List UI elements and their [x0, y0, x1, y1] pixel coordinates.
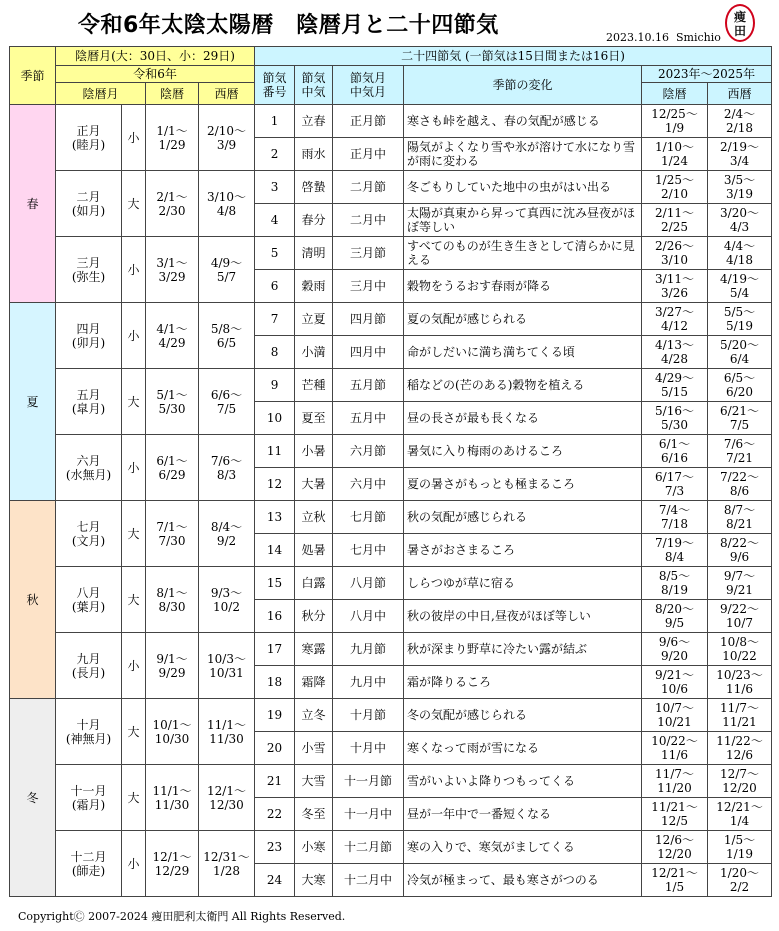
sekki-western-cell: 10/8～ 10/22	[708, 633, 772, 666]
sekki-month-cell: 四月節	[333, 303, 404, 336]
table-row	[10, 435, 772, 468]
sekki-number-cell: 7	[255, 303, 295, 336]
sekki-change-cell: 冬の気配が感じられる	[404, 699, 642, 732]
season-cell: 夏	[10, 303, 56, 501]
sekki-name-cell: 啓蟄	[295, 171, 333, 204]
month-size-cell: 大	[122, 699, 146, 765]
month-lunar-cell: 2/1～ 2/30	[146, 171, 199, 237]
sekki-western-cell: 7/22～ 8/6	[708, 468, 772, 501]
month-name-cell: 八月 (葉月)	[56, 567, 122, 633]
sekki-lunar-cell: 9/21～ 10/6	[642, 666, 708, 699]
sekki-change-cell: 雪がいよいよ降りつもってくる	[404, 765, 642, 798]
sekki-lunar-cell: 8/20～ 9/5	[642, 600, 708, 633]
season-cell: 春	[10, 105, 56, 303]
season-cell: 冬	[10, 699, 56, 897]
sekki-month-cell: 十一月節	[333, 765, 404, 798]
sekki-lunar-cell: 10/7～ 10/21	[642, 699, 708, 732]
sekki-number-cell: 21	[255, 765, 295, 798]
sekki-western-cell: 2/4～ 2/18	[708, 105, 772, 138]
month-lunar-cell: 9/1～ 9/29	[146, 633, 199, 699]
sekki-western-cell: 12/7～ 12/20	[708, 765, 772, 798]
sekki-lunar-cell: 4/29～ 5/15	[642, 369, 708, 402]
table-row	[10, 237, 772, 270]
sekki-number-cell: 23	[255, 831, 295, 864]
header-range-western: 西暦	[708, 83, 772, 105]
sekki-month-cell: 四月中	[333, 336, 404, 369]
sekki-lunar-cell: 6/17～ 7/3	[642, 468, 708, 501]
seal-char: 田	[733, 24, 746, 38]
month-size-cell: 大	[122, 501, 146, 567]
sekki-western-cell: 8/7～ 8/21	[708, 501, 772, 534]
month-name-cell: 十二月 (師走)	[56, 831, 122, 897]
sekki-western-cell: 6/5～ 6/20	[708, 369, 772, 402]
month-size-cell: 小	[122, 237, 146, 303]
month-size-cell: 大	[122, 369, 146, 435]
sekki-name-cell: 小暑	[295, 435, 333, 468]
month-lunar-cell: 12/1～ 12/29	[146, 831, 199, 897]
calendar-table	[9, 46, 772, 897]
date-label: 2023.10.16	[606, 31, 669, 44]
month-western-cell: 5/8～ 6/5	[199, 303, 255, 369]
sekki-western-cell: 5/20～ 6/4	[708, 336, 772, 369]
date-author	[606, 31, 721, 44]
sekki-western-cell: 2/19～ 3/4	[708, 138, 772, 171]
sekki-name-cell: 小満	[295, 336, 333, 369]
sekki-month-cell: 十二月中	[333, 864, 404, 897]
sekki-name-cell: 清明	[295, 237, 333, 270]
sekki-change-cell: 夏の暑さがもっとも極まるころ	[404, 468, 642, 501]
month-name-cell: 正月 (睦月)	[56, 105, 122, 171]
month-lunar-cell: 7/1～ 7/30	[146, 501, 199, 567]
month-lunar-cell: 4/1～ 4/29	[146, 303, 199, 369]
sekki-month-cell: 九月節	[333, 633, 404, 666]
header-sekki-group: 二十四節気 (一節気は15日間または16日)	[255, 47, 772, 66]
sekki-change-cell: 秋が深まり野草に冷たい露が結ぶ	[404, 633, 642, 666]
header-change: 季節の変化	[404, 66, 642, 105]
sekki-month-cell: 十一月中	[333, 798, 404, 831]
sekki-month-cell: 五月中	[333, 402, 404, 435]
header-sekki-number: 節気 番号	[255, 66, 295, 105]
sekki-name-cell: 寒露	[295, 633, 333, 666]
sekki-number-cell: 22	[255, 798, 295, 831]
sekki-month-cell: 二月節	[333, 171, 404, 204]
sekki-number-cell: 4	[255, 204, 295, 237]
sekki-name-cell: 大暑	[295, 468, 333, 501]
sekki-month-cell: 五月節	[333, 369, 404, 402]
month-name-cell: 七月 (文月)	[56, 501, 122, 567]
sekki-western-cell: 4/4～ 4/18	[708, 237, 772, 270]
sekki-number-cell: 10	[255, 402, 295, 435]
sekki-western-cell: 9/22～ 10/7	[708, 600, 772, 633]
sekki-change-cell: 秋の彼岸の中日,昼夜がほぼ等しい	[404, 600, 642, 633]
table-row	[10, 171, 772, 204]
month-size-cell: 大	[122, 765, 146, 831]
seal-stamp	[725, 4, 755, 42]
sekki-month-cell: 三月節	[333, 237, 404, 270]
month-lunar-cell: 8/1～ 8/30	[146, 567, 199, 633]
sekki-name-cell: 霜降	[295, 666, 333, 699]
sekki-number-cell: 16	[255, 600, 295, 633]
sekki-western-cell: 3/20～ 4/3	[708, 204, 772, 237]
sekki-western-cell: 8/22～ 9/6	[708, 534, 772, 567]
sekki-number-cell: 1	[255, 105, 295, 138]
month-western-cell: 7/6～ 8/3	[199, 435, 255, 501]
sekki-western-cell: 7/6～ 7/21	[708, 435, 772, 468]
table-row	[10, 567, 772, 600]
sekki-month-cell: 十月節	[333, 699, 404, 732]
sekki-month-cell: 十月中	[333, 732, 404, 765]
month-western-cell: 2/10～ 3/9	[199, 105, 255, 171]
table-row	[10, 369, 772, 402]
seal-char: 痩	[733, 10, 746, 24]
month-size-cell: 大	[122, 567, 146, 633]
month-size-cell: 大	[122, 171, 146, 237]
header-sekki-chuki: 節気 中気	[295, 66, 333, 105]
sekki-name-cell: 夏至	[295, 402, 333, 435]
sekki-change-cell: 暑気に入り梅雨のあけるころ	[404, 435, 642, 468]
sekki-name-cell: 立冬	[295, 699, 333, 732]
sekki-month-cell: 三月中	[333, 270, 404, 303]
month-lunar-cell: 6/1～ 6/29	[146, 435, 199, 501]
sekki-name-cell: 小寒	[295, 831, 333, 864]
table-row	[10, 633, 772, 666]
sekki-lunar-cell: 2/26～ 3/10	[642, 237, 708, 270]
month-name-cell: 五月 (皐月)	[56, 369, 122, 435]
sekki-change-cell: 冷気が極まって、最も寒さがつのる	[404, 864, 642, 897]
header-range-lunar: 陰暦	[642, 83, 708, 105]
sekki-lunar-cell: 7/4～ 7/18	[642, 501, 708, 534]
sekki-lunar-cell: 12/21～ 1/5	[642, 864, 708, 897]
sekki-lunar-cell: 12/6～ 12/20	[642, 831, 708, 864]
sekki-name-cell: 小雪	[295, 732, 333, 765]
sekki-lunar-cell: 11/7～ 11/20	[642, 765, 708, 798]
sekki-western-cell: 9/7～ 9/21	[708, 567, 772, 600]
month-western-cell: 3/10～ 4/8	[199, 171, 255, 237]
month-name-cell: 十一月 (霜月)	[56, 765, 122, 831]
sekki-month-cell: 六月中	[333, 468, 404, 501]
sekki-name-cell: 冬至	[295, 798, 333, 831]
month-size-cell: 小	[122, 831, 146, 897]
sekki-number-cell: 5	[255, 237, 295, 270]
table-row	[10, 831, 772, 864]
sekki-number-cell: 17	[255, 633, 295, 666]
sekki-name-cell: 春分	[295, 204, 333, 237]
month-western-cell: 12/1～ 12/30	[199, 765, 255, 831]
month-western-cell: 11/1～ 11/30	[199, 699, 255, 765]
sekki-change-cell: 太陽が真東から昇って真西に沈み昼夜がほぼ等しい	[404, 204, 642, 237]
sekki-lunar-cell: 1/25～ 2/10	[642, 171, 708, 204]
month-western-cell: 12/31～ 1/28	[199, 831, 255, 897]
sekki-lunar-cell: 3/11～ 3/26	[642, 270, 708, 303]
sekki-name-cell: 立秋	[295, 501, 333, 534]
sekki-name-cell: 立春	[295, 105, 333, 138]
table-row	[10, 501, 772, 534]
month-name-cell: 九月 (長月)	[56, 633, 122, 699]
sekki-western-cell: 1/20～ 2/2	[708, 864, 772, 897]
header-reiwa6: 令和6年	[56, 66, 255, 83]
sekki-change-cell: 命がしだいに満ち満ちてくる頃	[404, 336, 642, 369]
month-name-cell: 三月 (弥生)	[56, 237, 122, 303]
header-season: 季節	[10, 47, 56, 105]
season-cell: 秋	[10, 501, 56, 699]
sekki-western-cell: 11/22～ 12/6	[708, 732, 772, 765]
sekki-lunar-cell: 3/27～ 4/12	[642, 303, 708, 336]
sekki-month-cell: 七月節	[333, 501, 404, 534]
author-label: Smichio	[675, 31, 721, 44]
table-row	[10, 303, 772, 336]
sekki-number-cell: 12	[255, 468, 295, 501]
table-row	[10, 699, 772, 732]
sekki-number-cell: 18	[255, 666, 295, 699]
sekki-number-cell: 20	[255, 732, 295, 765]
month-size-cell: 小	[122, 435, 146, 501]
sekki-name-cell: 大雪	[295, 765, 333, 798]
month-size-cell: 小	[122, 105, 146, 171]
sekki-change-cell: 寒くなって雨が雪になる	[404, 732, 642, 765]
sekki-change-cell: 寒の入りで、寒気がましてくる	[404, 831, 642, 864]
month-lunar-cell: 5/1～ 5/30	[146, 369, 199, 435]
sekki-month-cell: 正月節	[333, 105, 404, 138]
sekki-number-cell: 9	[255, 369, 295, 402]
sekki-lunar-cell: 8/5～ 8/19	[642, 567, 708, 600]
sekki-change-cell: 霜が降りるころ	[404, 666, 642, 699]
sekki-lunar-cell: 10/22～ 11/6	[642, 732, 708, 765]
sekki-western-cell: 5/5～ 5/19	[708, 303, 772, 336]
sekki-name-cell: 処暑	[295, 534, 333, 567]
sekki-month-cell: 九月中	[333, 666, 404, 699]
sekki-change-cell: 陽気がよくなり雪や氷が溶けて水になり雪が雨に変わる	[404, 138, 642, 171]
sekki-lunar-cell: 12/25～ 1/9	[642, 105, 708, 138]
table-row	[10, 105, 772, 138]
sekki-name-cell: 秋分	[295, 600, 333, 633]
sekki-western-cell: 10/23～ 11/6	[708, 666, 772, 699]
month-western-cell: 6/6～ 7/5	[199, 369, 255, 435]
sekki-lunar-cell: 7/19～ 8/4	[642, 534, 708, 567]
sekki-change-cell: 冬ごもりしていた地中の虫がはい出る	[404, 171, 642, 204]
sekki-month-cell: 六月節	[333, 435, 404, 468]
sekki-change-cell: 稲などの(芒のある)穀物を植える	[404, 369, 642, 402]
header-western-cal: 西暦	[199, 83, 255, 105]
sekki-lunar-cell: 1/10～ 1/24	[642, 138, 708, 171]
sekki-lunar-cell: 4/13～ 4/28	[642, 336, 708, 369]
month-lunar-cell: 10/1～ 10/30	[146, 699, 199, 765]
page-title: 令和6年太陰太陽暦 陰暦月と二十四節気	[78, 13, 499, 38]
sekki-western-cell: 12/21～ 1/4	[708, 798, 772, 831]
sekki-month-cell: 七月中	[333, 534, 404, 567]
month-lunar-cell: 1/1～ 1/29	[146, 105, 199, 171]
sekki-number-cell: 2	[255, 138, 295, 171]
month-lunar-cell: 11/1～ 11/30	[146, 765, 199, 831]
month-name-cell: 十月 (神無月)	[56, 699, 122, 765]
sekki-lunar-cell: 6/1～ 6/16	[642, 435, 708, 468]
month-western-cell: 9/3～ 10/2	[199, 567, 255, 633]
header-lunar-cal: 陰暦	[146, 83, 199, 105]
table-row	[10, 765, 772, 798]
sekki-name-cell: 芒種	[295, 369, 333, 402]
sekki-name-cell: 白露	[295, 567, 333, 600]
month-western-cell: 4/9～ 5/7	[199, 237, 255, 303]
month-size-cell: 小	[122, 633, 146, 699]
sekki-name-cell: 立夏	[295, 303, 333, 336]
sekki-change-cell: 秋の気配が感じられる	[404, 501, 642, 534]
month-name-cell: 六月 (水無月)	[56, 435, 122, 501]
sekki-change-cell: 昼が一年中で一番短くなる	[404, 798, 642, 831]
sekki-western-cell: 6/21～ 7/5	[708, 402, 772, 435]
sekki-number-cell: 3	[255, 171, 295, 204]
sekki-number-cell: 24	[255, 864, 295, 897]
sekki-number-cell: 14	[255, 534, 295, 567]
copyright: CopyrightⒸ 2007-2024 痩田肥利太衛門 All Rights Reserved.	[18, 910, 346, 923]
sekki-number-cell: 13	[255, 501, 295, 534]
sekki-month-cell: 八月節	[333, 567, 404, 600]
sekki-western-cell: 1/5～ 1/19	[708, 831, 772, 864]
header-lunar-month-group: 陰暦月(大：30日、小：29日)	[56, 47, 255, 66]
sekki-name-cell: 大寒	[295, 864, 333, 897]
sekki-lunar-cell: 5/16～ 5/30	[642, 402, 708, 435]
header-lunar-month: 陰暦月	[56, 83, 146, 105]
month-western-cell: 8/4～ 9/2	[199, 501, 255, 567]
sekki-change-cell: 夏の気配が感じられる	[404, 303, 642, 336]
sekki-month-cell: 八月中	[333, 600, 404, 633]
sekki-change-cell: 穀物をうるおす春雨が降る	[404, 270, 642, 303]
sekki-change-cell: 昼の長さが最も長くなる	[404, 402, 642, 435]
month-western-cell: 10/3～ 10/31	[199, 633, 255, 699]
sekki-western-cell: 4/19～ 5/4	[708, 270, 772, 303]
sekki-western-cell: 3/5～ 3/19	[708, 171, 772, 204]
sekki-number-cell: 15	[255, 567, 295, 600]
sekki-change-cell: 寒さも峠を越え、春の気配が感じる	[404, 105, 642, 138]
header-sekki-month: 節気月 中気月	[333, 66, 404, 105]
sekki-lunar-cell: 11/21～ 12/5	[642, 798, 708, 831]
month-size-cell: 小	[122, 303, 146, 369]
month-name-cell: 二月 (如月)	[56, 171, 122, 237]
sekki-change-cell: すべてのものが生き生きとして清らかに見える	[404, 237, 642, 270]
sekki-month-cell: 正月中	[333, 138, 404, 171]
sekki-month-cell: 二月中	[333, 204, 404, 237]
sekki-change-cell: しらつゆが草に宿る	[404, 567, 642, 600]
header-range-years: 2023年～2025年	[642, 66, 772, 83]
sekki-western-cell: 11/7～ 11/21	[708, 699, 772, 732]
sekki-change-cell: 暑さがおさまるころ	[404, 534, 642, 567]
sekki-lunar-cell: 9/6～ 9/20	[642, 633, 708, 666]
sekki-number-cell: 6	[255, 270, 295, 303]
month-lunar-cell: 3/1～ 3/29	[146, 237, 199, 303]
sekki-month-cell: 十二月節	[333, 831, 404, 864]
month-name-cell: 四月 (卯月)	[56, 303, 122, 369]
sekki-number-cell: 19	[255, 699, 295, 732]
sekki-name-cell: 穀雨	[295, 270, 333, 303]
sekki-number-cell: 8	[255, 336, 295, 369]
sekki-number-cell: 11	[255, 435, 295, 468]
sekki-lunar-cell: 2/11～ 2/25	[642, 204, 708, 237]
sekki-name-cell: 雨水	[295, 138, 333, 171]
